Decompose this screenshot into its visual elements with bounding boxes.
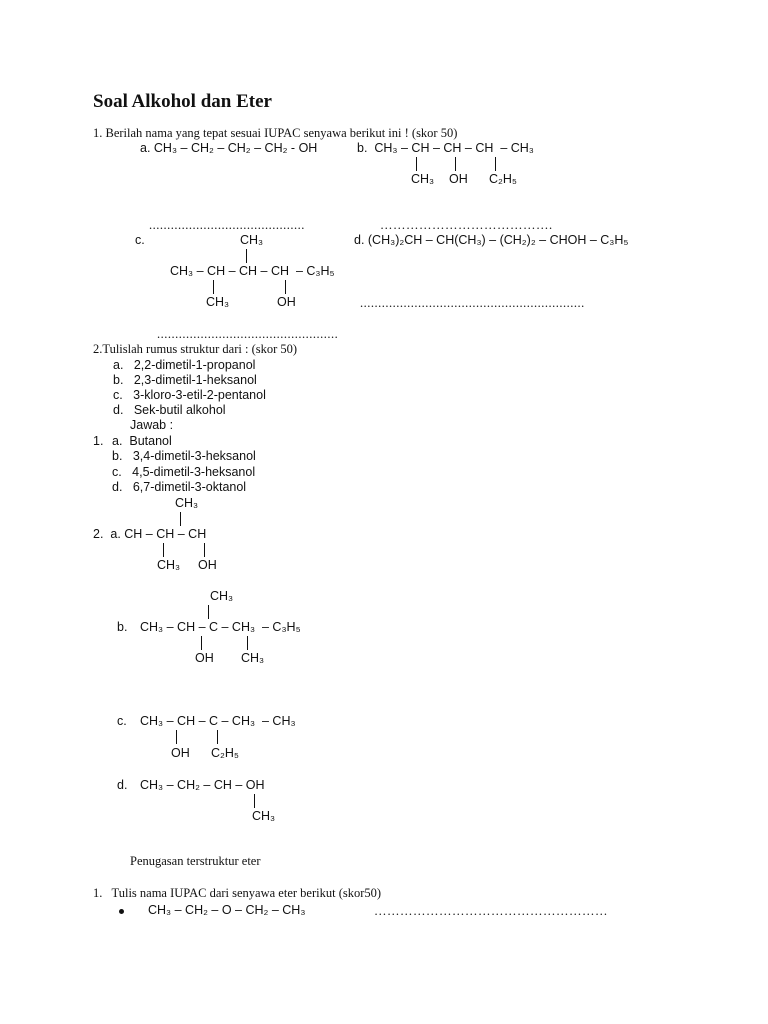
- answer-2b-structure: CH₃ – CH – C – CH₃ – C₃H₅: [140, 620, 301, 634]
- answer-blank-a: ...........................................: [149, 218, 305, 232]
- bond-line: [285, 280, 286, 294]
- answer-2c-structure: CH₃ – CH – C – CH₃ – CH₃: [140, 714, 296, 728]
- jawab-label: Jawab :: [130, 418, 174, 432]
- answer-1-item: d. 6,7-dimetil-3-oktanol: [112, 480, 247, 494]
- a2b-substituent: OH: [195, 651, 214, 665]
- bond-line: [213, 280, 214, 294]
- bond-line: [208, 605, 209, 619]
- q1-compound-c: CH₃ – CH – CH – CH – C₃H₅: [170, 264, 335, 278]
- bond-line: [254, 794, 255, 808]
- bond-line: [201, 636, 202, 650]
- q2-item: b. 2,3-dimetil-1-heksanol: [113, 373, 257, 387]
- q1-compound-d: d. (CH₃)₂CH – CH(CH₃) – (CH₂)₂ – CHOH – C₃H₅: [354, 233, 629, 247]
- q2-item: a. 2,2-dimetil-1-propanol: [113, 358, 256, 372]
- answer-2d-structure: CH₃ – CH₂ – CH – OH: [140, 778, 265, 792]
- a2b-substituent-top: CH₃: [210, 589, 234, 603]
- bond-line: [176, 730, 177, 744]
- answer-blank-b: ………………………………….: [380, 218, 553, 232]
- q1-compound-b: b. CH₃ – CH – CH – CH – CH₃: [357, 141, 534, 155]
- a2d-label: d.: [117, 778, 128, 792]
- question-2-prompt: 2.Tulislah rumus struktur dari : (skor 50): [93, 342, 298, 356]
- a2c-substituent: OH: [171, 746, 190, 760]
- eter-answer-blank: ………………………………………………: [374, 904, 608, 918]
- a2b-label: b.: [117, 620, 128, 634]
- bond-line: [495, 157, 496, 171]
- q1b-substituent: OH: [449, 172, 468, 186]
- answer-1-item: b. 3,4-dimetil-3-heksanol: [112, 449, 256, 463]
- bond-line: [247, 636, 248, 650]
- bond-line: [180, 512, 181, 526]
- q2-item: c. 3-kloro-3-etil-2-pentanol: [113, 388, 266, 402]
- eter-question-1: 1. Tulis nama IUPAC dari senyawa eter berikut (skor50): [93, 886, 382, 900]
- answer-blank-d: ..............................................................: [360, 296, 585, 310]
- q1-compound-a: a. CH₃ – CH₂ – CH₂ – CH₂ - OH: [140, 141, 318, 155]
- q2-item: d. Sek-butil alkohol: [113, 403, 226, 417]
- document-title: Soal Alkohol dan Eter: [93, 91, 272, 112]
- a2c-substituent: C₂H₅: [211, 746, 239, 760]
- answer-2a-structure: 2. a. CH – CH – CH: [93, 527, 207, 541]
- q1c-substituent: CH₃: [206, 295, 230, 309]
- bond-line: [204, 543, 205, 557]
- a2d-substituent: CH₃: [252, 809, 276, 823]
- bond-line: [246, 249, 247, 263]
- answer-blank-c: ..................................................: [157, 327, 339, 341]
- bond-line: [455, 157, 456, 171]
- bullet-icon: [119, 909, 124, 914]
- q1c-substituent-top: CH₃: [240, 233, 264, 247]
- q1b-substituent: C₂H₅: [489, 172, 517, 186]
- answer-1-item: c. 4,5-dimetil-3-heksanol: [112, 465, 256, 479]
- bond-line: [416, 157, 417, 171]
- a2a-substituent: CH₃: [157, 558, 181, 572]
- q1b-substituent: CH₃: [411, 172, 435, 186]
- a2a-substituent-top: CH₃: [175, 496, 199, 510]
- a2b-substituent: CH₃: [241, 651, 265, 665]
- a2a-substituent: OH: [198, 558, 217, 572]
- q1c-label: c.: [135, 233, 145, 247]
- question-1-prompt: 1. Berilah nama yang tepat sesuai IUPAC senyawa berikut ini ! (skor 50): [93, 126, 458, 140]
- eter-heading: Penugasan terstruktur eter: [130, 854, 261, 868]
- bond-line: [163, 543, 164, 557]
- eter-formula: CH₃ – CH₂ – O – CH₂ – CH₃: [148, 903, 306, 917]
- a2c-label: c.: [117, 714, 127, 728]
- q1c-substituent: OH: [277, 295, 296, 309]
- answer-1-number: 1.: [93, 434, 104, 448]
- answer-1-item: a. Butanol: [112, 434, 172, 448]
- bond-line: [217, 730, 218, 744]
